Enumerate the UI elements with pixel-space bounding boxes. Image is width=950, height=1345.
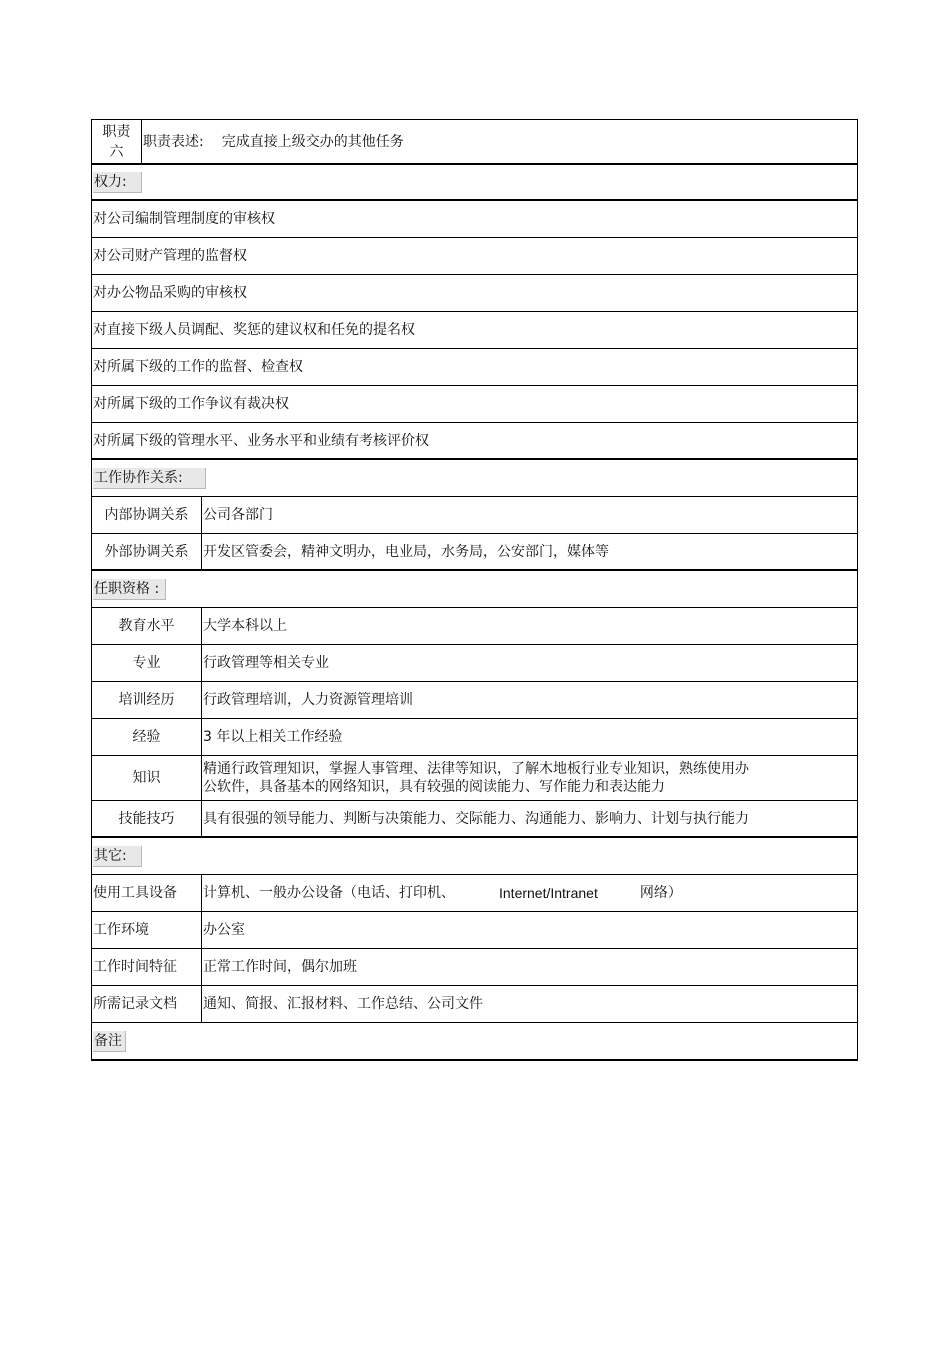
cooperation-header-row [91, 460, 858, 497]
cooperation-header: 工作协作关系: [93, 468, 206, 489]
other-row [91, 986, 858, 1023]
duty-description-text: 完成直接上级交办的其他任务 [221, 133, 404, 150]
qualification-label: 技能技巧 [92, 801, 202, 836]
qualification-row [91, 682, 858, 719]
authority-header: 权力: [93, 172, 142, 193]
other-value: 通知、简报、汇报材料、工作总结、公司文件 [203, 996, 483, 1012]
tools-text-part3: 网络） [639, 885, 682, 901]
qualification-value: 行政管理培训，人力资源管理培训 [203, 692, 413, 708]
cooperation-label: 内部协调关系 [92, 497, 202, 533]
qualification-value: 具有很强的领导能力、判断与决策能力、交际能力、沟通能力、影响力、计划与执行能力 [203, 810, 749, 827]
authority-item [91, 201, 858, 238]
authority-item [91, 238, 858, 275]
duty-label-line2: 六 [109, 143, 124, 160]
other-label: 工作时间特征 [92, 949, 202, 985]
other-value [202, 875, 857, 911]
qualification-row [91, 719, 858, 756]
qualification-row [91, 645, 858, 682]
other-row [91, 912, 858, 949]
authority-item-text: 对直接下级人员调配、奖惩的建议权和任免的提名权 [93, 322, 415, 338]
authority-item-text: 对办公物品采购的审核权 [93, 285, 247, 301]
qualification-label: 专业 [92, 645, 202, 681]
knowledge-line2: 公软件，具备基本的网络知识，具有较强的阅读能力、写作能力和表达能力 [203, 779, 665, 795]
qualification-value [202, 756, 857, 800]
other-value: 办公室 [203, 922, 245, 938]
job-description-table [91, 119, 858, 1061]
cooperation-value: 公司各部门 [203, 507, 273, 523]
authority-item-text: 对所属下级的工作争议有裁决权 [93, 396, 289, 412]
authority-item [91, 275, 858, 312]
authority-item [91, 349, 858, 386]
cooperation-row [91, 497, 858, 534]
duty-label-line1: 职责 [102, 123, 131, 140]
authority-item [91, 386, 858, 423]
authority-item-text: 对公司财产管理的监督权 [93, 248, 247, 264]
other-label: 使用工具设备 [92, 875, 202, 911]
qualification-label: 知识 [92, 756, 202, 800]
cooperation-value: 开发区管委会，精神文明办，电业局，水务局，公安部门，媒体等 [203, 543, 609, 560]
tools-text-part1: 计算机、一般办公设备（电话、打印机、 [203, 885, 455, 901]
qualification-row [91, 801, 858, 838]
other-label: 所需记录文档 [92, 986, 202, 1022]
qualification-row [91, 756, 858, 801]
other-header: 其它: [93, 846, 142, 867]
authority-header-row [91, 164, 858, 201]
other-row [91, 949, 858, 986]
other-row [91, 875, 858, 912]
qualification-header-row [91, 571, 858, 608]
tools-text-part2: Internet/Intranet [499, 885, 598, 901]
qualification-header: 任职资格 : [93, 579, 166, 600]
cooperation-label: 外部协调关系 [92, 534, 202, 569]
other-header-row [91, 838, 858, 875]
cooperation-row [91, 534, 858, 571]
duty-description-cell [142, 120, 857, 163]
authority-item [91, 312, 858, 349]
qualification-row [91, 608, 858, 645]
authority-item-text: 对所属下级的工作的监督、检查权 [93, 359, 303, 375]
other-value: 正常工作时间，偶尔加班 [203, 959, 357, 975]
authority-item-text: 对公司编制管理制度的审核权 [93, 211, 275, 227]
qualification-value: 大学本科以上 [203, 618, 287, 634]
duty-number-label [92, 120, 142, 163]
qualification-label: 教育水平 [92, 608, 202, 644]
qualification-label: 经验 [92, 719, 202, 755]
remarks-row [91, 1023, 858, 1061]
authority-item-text: 对所属下级的管理水平、业务水平和业绩有考核评价权 [93, 432, 429, 449]
duty-row [91, 119, 858, 164]
remarks-header: 备注 [93, 1031, 126, 1052]
duty-description-label: 职责表述: [143, 133, 204, 150]
qualification-value: 3 年以上相关工作经验 [203, 729, 343, 745]
qualification-label: 培训经历 [92, 682, 202, 718]
authority-item [91, 423, 858, 460]
knowledge-line1: 精通行政管理知识，掌握人事管理、法律等知识，了解木地板行业专业知识，熟练使用办 [203, 761, 749, 777]
other-label: 工作环境 [92, 912, 202, 948]
qualification-value: 行政管理等相关专业 [203, 655, 329, 671]
